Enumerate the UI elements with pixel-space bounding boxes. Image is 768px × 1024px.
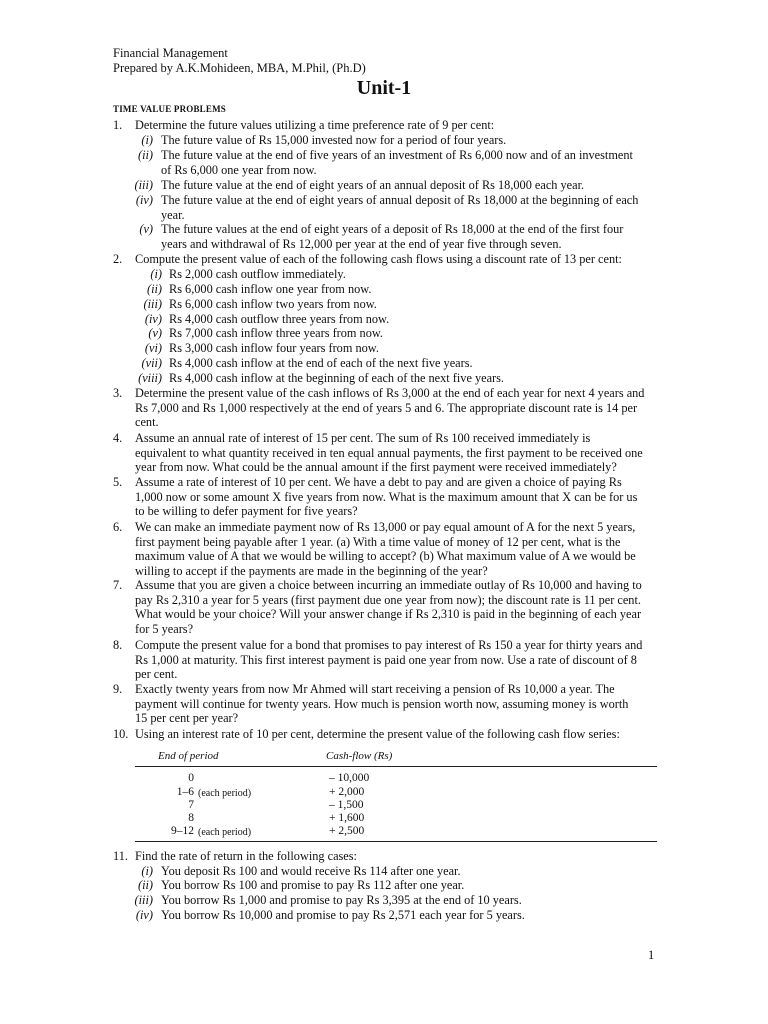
sub-item-marker: (i) <box>141 133 153 147</box>
sub-item-marker: (iv) <box>144 312 162 326</box>
question-number: 8. <box>113 638 123 652</box>
question-line: Determine the present value of the cash inflows of Rs 3,000 at the end of each year for next 4 years and <box>135 386 645 400</box>
question-line: pay Rs 2,310 a year for 5 years (first payment due one year from now); the discount rate is 11 per cent. <box>135 592 641 607</box>
table-cell-note: (each period) <box>198 788 252 799</box>
question-text <box>135 578 656 637</box>
question-number: 2. <box>113 252 123 266</box>
question-line: payment will continue for twenty years. How much is pension worth now, assuming money is worth <box>135 696 629 711</box>
table-cell-period: 7 <box>188 799 194 811</box>
sub-item-marker: (iii) <box>134 893 153 907</box>
sub-item-text: You borrow Rs 10,000 and promise to pay Rs 2,571 each year for 5 years. <box>161 908 525 922</box>
question-text: Determine the future values utilizing a time preference rate of 9 per cent: <box>135 118 495 132</box>
question-number: 7. <box>113 578 123 592</box>
header-course: Financial Management <box>113 46 228 60</box>
question-number: 5. <box>113 475 123 489</box>
question-number: 3. <box>113 386 123 400</box>
question-line: 1,000 now or some amount X five years from now. What is the maximum amount that X can be for us <box>135 489 638 504</box>
table-cell-period: 8 <box>188 812 194 824</box>
sub-item-marker: (ii) <box>137 148 153 162</box>
sub-item-text: Rs 3,000 cash inflow four years from now. <box>169 341 379 355</box>
sub-item-marker: (i) <box>150 267 162 281</box>
question-line: Assume that you are given a choice between incurring an immediate outlay of Rs 10,000 and having to <box>135 578 642 592</box>
sub-item-marker: (ii) <box>146 282 162 296</box>
sub-item-text: The future values at the end of eight years of a deposit of Rs 18,000 at the end of the first four <box>161 222 624 236</box>
question-text <box>135 431 656 475</box>
sub-item-text: Rs 4,000 cash inflow at the end of each of the next five years. <box>169 356 473 370</box>
sub-item-text: The future value at the end of eight years of annual deposit of Rs 18,000 at the beginning of each <box>161 193 639 207</box>
table-header-period: End of period <box>158 750 219 762</box>
sub-item-text: The future value at the end of five years of an investment of Rs 6,000 now and of an investment <box>161 148 633 162</box>
question-text: Compute the present value of each of the following cash flows using a discount rate of 13 per cent: <box>135 252 622 266</box>
sub-item-marker: (ii) <box>137 878 153 892</box>
sub-item-text: The future value at the end of eight years of an annual deposit of Rs 18,000 each year. <box>161 178 585 192</box>
sub-item-marker: (vii) <box>141 356 162 370</box>
table-cell-period: 9–12 <box>171 825 194 837</box>
question-number: 4. <box>113 431 123 445</box>
question-line: 15 per cent per year? <box>135 711 239 726</box>
sub-item-text: Rs 7,000 cash inflow three years from now. <box>169 326 384 340</box>
question-line: What would be your choice? Will your answer change if Rs 2,310 is paid in the beginning of each year <box>135 607 642 622</box>
sub-item-text: years and withdrawal of Rs 12,000 per year at the end of year five through seven. <box>161 237 562 251</box>
question-line: equivalent to what quantity received in ten equal annual payments, the first payment to be received one <box>135 445 643 460</box>
question-text <box>135 520 656 579</box>
table-cell-cashflow: + 2,500 <box>329 825 365 837</box>
question-line: Assume a rate of interest of 10 per cent. We have a debt to pay and are given a choice of paying Rs <box>135 475 622 489</box>
sub-item-text: You borrow Rs 100 and promise to pay Rs 112 after one year. <box>161 878 465 892</box>
table-cell-cashflow: + 1,600 <box>329 812 365 824</box>
table-cell-cashflow: – 10,000 <box>329 772 370 784</box>
question-text <box>135 475 656 519</box>
sub-item-text: year. <box>161 208 185 222</box>
table-cell-note: (each period) <box>198 827 252 838</box>
sub-item-marker: (iv) <box>135 908 153 922</box>
question-line: first payment being payable after 1 year. (a) With a time value of money of 12 per cent, what is the <box>135 534 621 549</box>
question-number: 11. <box>113 849 128 863</box>
sub-item-marker: (v) <box>148 326 162 340</box>
question-number: 9. <box>113 682 123 696</box>
question-line: Exactly twenty years from now Mr Ahmed will start receiving a pension of Rs 10,000 a year. The <box>135 682 615 696</box>
question-number: 10. <box>113 727 129 741</box>
sub-item-marker: (iv) <box>135 193 153 207</box>
table-rule-top <box>135 766 657 767</box>
sub-item-text: Rs 4,000 cash inflow at the beginning of each of the next five years. <box>169 371 504 385</box>
sub-item-text: Rs 6,000 cash inflow one year from now. <box>169 282 372 296</box>
question-line: maximum value of A that we would be willing to accept? (b) What maximum value of A we would be <box>135 549 636 564</box>
page-number: 1 <box>648 948 655 962</box>
sub-item-text: Rs 6,000 cash inflow two years from now. <box>169 297 377 311</box>
question-line: Compute the present value for a bond that promises to pay interest of Rs 150 a year for thirty years and <box>135 638 643 652</box>
sub-item-text: The future value of Rs 15,000 invested now for a period of four years. <box>161 133 507 147</box>
page-title: Unit-1 <box>356 77 412 99</box>
table-cell-period: 0 <box>188 772 194 784</box>
question-number: 1. <box>113 118 123 132</box>
table-header-cashflow: Cash-flow (Rs) <box>326 750 393 762</box>
question-line: cent. <box>135 415 159 430</box>
question-line: Rs 7,000 and Rs 1,000 respectively at the end of years 5 and 6. The appropriate discount rate is 14 per <box>135 400 638 415</box>
sub-item-marker: (i) <box>141 864 153 878</box>
sub-item-text: You borrow Rs 1,000 and promise to pay Rs 3,395 at the end of 10 years. <box>161 893 522 907</box>
table-rule-bottom <box>135 841 657 842</box>
question-text: Using an interest rate of 10 per cent, determine the present value of the following cash flow series: <box>135 727 620 741</box>
question-line: to be willing to defer payment for five years? <box>135 504 358 519</box>
sub-item-marker: (vi) <box>144 341 162 355</box>
question-text <box>135 386 656 430</box>
question-text <box>135 682 656 726</box>
sub-item-text: of Rs 6,000 one year from now. <box>161 163 317 177</box>
question-number: 6. <box>113 520 123 534</box>
header-author: Prepared by A.K.Mohideen, MBA, M.Phil, (Ph.D) <box>113 61 366 75</box>
question-text <box>135 638 656 682</box>
question-line: per cent. <box>135 667 178 682</box>
sub-item-text: Rs 2,000 cash outflow immediately. <box>169 267 346 281</box>
sub-item-text: You deposit Rs 100 and would receive Rs 114 after one year. <box>161 864 461 878</box>
question-line: for 5 years? <box>135 622 194 637</box>
sub-item-marker: (iii) <box>134 178 153 192</box>
question-line: Rs 1,000 at maturity. This first interest payment is paid one year from now. Use a rate of discount of 8 <box>135 652 637 667</box>
sub-item-marker: (iii) <box>143 297 162 311</box>
question-line: Assume an annual rate of interest of 15 per cent. The sum of Rs 100 received immediately is <box>135 431 591 445</box>
question-text: Find the rate of return in the following cases: <box>135 849 357 863</box>
sub-item-text: Rs 4,000 cash outflow three years from now. <box>169 312 390 326</box>
sub-item-marker: (v) <box>139 222 153 236</box>
question-line: willing to accept if the payments are made in the beginning of the year? <box>135 564 488 579</box>
table-cell-period: 1–6 <box>176 786 194 798</box>
table-cell-cashflow: + 2,000 <box>329 786 365 798</box>
table-cell-cashflow: – 1,500 <box>329 799 364 811</box>
section-heading: TIME VALUE PROBLEMS <box>113 104 226 114</box>
question-line: We can make an immediate payment now of Rs 13,000 or pay equal amount of A for the next 5 years, <box>135 520 636 534</box>
question-line: year from now. What could be the annual amount if the first payment were received immediately? <box>135 460 617 475</box>
sub-item-marker: (viii) <box>138 371 162 385</box>
